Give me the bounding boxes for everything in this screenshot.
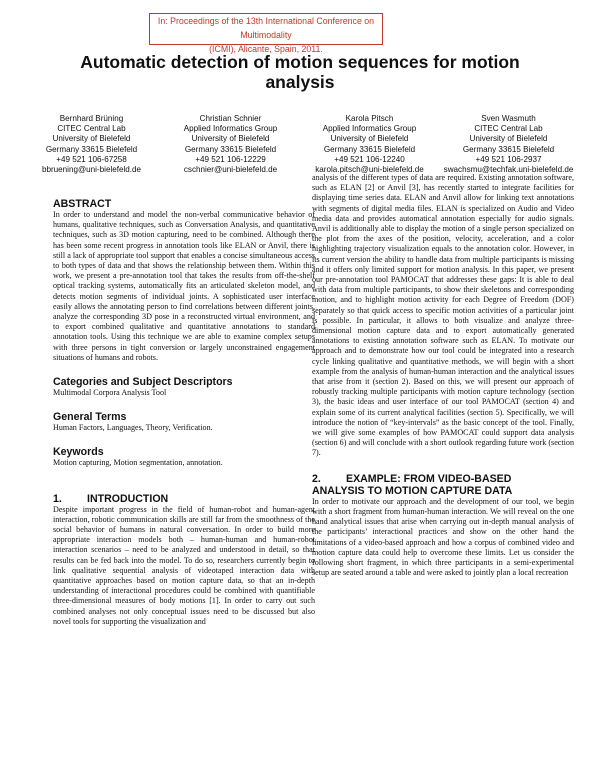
author-3 (300, 114, 439, 175)
banner-line-1: In: Proceedings of the 13th International Conference on Multimodality (157, 16, 375, 40)
author-1 (22, 114, 161, 175)
intro-number: 1. (53, 492, 62, 505)
banner-line-2: (ICMI), Alicante, Spain, 2011. (209, 44, 323, 54)
section-2-number: 2. (312, 472, 321, 485)
left-column (53, 198, 315, 627)
abstract-text: In order to understand and model the non-verbal communicative behavior of humans, qualitative techniques, such as Conversation Analysis, and quantitative techniques, such as 3D motion capturing, need to be combined. Although there has been some recent progress in annotation tools like ELAN or Anvil, there is still a lack of appropriate tool support that enables a concise simultaneous access to both types of data and that shows the relationship between them. Within this work, we present a pre-annotation tool that takes the results from off-the-shelf optical tracking systems, automatically fits an articulated skeleton model, and detects motion segments of individual joints. A sophisticated user interface easily allows the annotating person to find correlations between different joints, analyze the corresponding 3D pose in a reconstructed virtual environment, and to export combined qualitative and quantitative annotations to standard annotation tools. Using this technique we are able to examine complex setups with three persons in tight conversion or largely unconstrained engagement situations of humans and robots. (53, 210, 315, 362)
section-2-heading (312, 473, 574, 485)
author-org: University of Bielefeld (469, 134, 548, 144)
title-line-1: Automatic detection of motion sequences for motion (80, 52, 520, 72)
intro-title: INTRODUCTION (87, 492, 169, 505)
keywords-text: Motion capturing, Motion segmentation, annotation. (53, 458, 223, 468)
author-email: karola.pitsch@uni-bielefeld.de (315, 165, 424, 175)
author-address: Germany 33615 Bielefeld (184, 144, 277, 154)
author-name: Sven Wasmuth (481, 114, 536, 123)
author-phone: +49 521 106-2937 (475, 154, 542, 164)
section-2 (312, 473, 574, 579)
categories-text: Multimodal Corpora Analysis Tool (53, 388, 167, 398)
author-address: Germany 33615 Bielefeld (462, 144, 555, 154)
author-phone: +49 521 106-12240 (334, 154, 405, 164)
section-2-text: In order to motivate our approach and the development of our tool, we begin with a short fragment from human-human interaction. We will reveal on the one hand analytical issues that arise when carrying out in-depth manual analysis of the participants’ interactional practices and show on the other hand the limitations of a video-based approach and how a corpus of combined video and motion capture data could help to overcome these limits. Let us consider the following short fragment, in which three participants in a semi-experimental setup are seated around a table and were asked to jointly plan a local recreation (312, 496, 574, 578)
right-column-text: analysis of the different types of data are required. Existing annotation software, such as ELAN [2] or Anvil [3], has recently started to integrate facilities for displaying time series data. ELAN and Anvil allow for linking text annotations with segments of digital media files. ELAN is specialized on Audio and Video media data and provides automatical annotation especially for audio signals. Anvil is additionally able to display the motion of a single person specialized on the plot from the axes of the position, velocity, acceleration, and a color highlighting trajectory visualization equals to the annotation color. However, in its current version the ability to handle data from multiple participants is missing and it offers only limited support for motion analysis. In this paper, we present our pre-annotation tool PAMOCAT that addresses these gaps: It is able to deal with data from multiple participants, to show their skeletons and corresponding motion, and to highlight motion activity for each Degree of Freedom (DOF) separately so that quick access to specific motion activities of a particular joint is possible. In particular, it allows to both visualize and analyze three-dimensional motion capture data and to export automatically generated annotations to existing annotation software such as ELAN. To motivate our approach and to demonstrate how our tool could be integrated into a research cycle linking qualitative and quantitative methods, we will begin with a short example from the analysis of human-human interaction and the analytical issues that arise from it (section 2). Based on this, we will present our approach of robustly tracking multiple participants with motion capture technology (section 3), the basic ideas and user interface of our tool PAMOCAT (section 4) and explain some of its current analytical facilities (section 5). Specifically, we will introduce the notion of “key-intervals” as the basic concept of the tool. Finally, we will give some examples of how PAMOCAT could support data analysis (section 6) and will conclude with a short outlook regarding future work (section 7). (312, 173, 574, 458)
author-affiliation: Applied Informatics Group (322, 124, 417, 134)
author-email: bbruening@uni-bielefeld.de (41, 165, 142, 175)
author-phone: +49 521 106-12229 (195, 154, 266, 164)
author-affiliation: CITEC Central Lab (474, 124, 543, 134)
general-terms-heading: General Terms (53, 411, 127, 424)
section-2-title-line-1: EXAMPLE: FROM VIDEO-BASED (346, 472, 512, 485)
author-email: cschnier@uni-bielefeld.de (183, 165, 278, 175)
author-4 (439, 114, 578, 175)
author-org: University of Bielefeld (191, 134, 270, 144)
title-line-2: analysis (265, 72, 335, 92)
proceedings-banner (149, 13, 383, 54)
intro-heading (53, 493, 315, 505)
author-org: University of Bielefeld (52, 134, 131, 144)
author-name: Bernhard Brüning (59, 114, 124, 123)
general-terms-text: Human Factors, Languages, Theory, Verification. (53, 423, 213, 433)
author-block (22, 114, 578, 175)
right-column (312, 173, 574, 578)
author-address: Germany 33615 Bielefeld (45, 144, 138, 154)
author-phone: +49 521 106-67258 (56, 154, 127, 164)
abstract-heading: ABSTRACT (53, 198, 112, 210)
paper-title (40, 52, 560, 92)
section-2-title-line-2: ANALYSIS TO MOTION CAPTURE DATA (312, 484, 513, 497)
keywords-heading: Keywords (53, 446, 104, 459)
author-email: swachsmu@techfak.uni-bielefeld.de (443, 165, 574, 175)
author-org: University of Bielefeld (330, 134, 409, 144)
author-affiliation: Applied Informatics Group (183, 124, 278, 134)
author-affiliation: CITEC Central Lab (57, 124, 126, 134)
intro-text: Despite important progress in the field of human-robot and human-agent interaction, robotic communication skills are still far from the smoothness of the social behavior of humans in natural conversation. In order to build more appropriate interaction models both – human-human and human-robot interaction scenarios – need to be analyzed and understood in detail, so that results can be fed back into the model. To do so, researchers currently begin to link qualitative sequential analysis of videotaped interaction data with quantitative approaches based on motion capture data, so that an in-depth understanding of interactional procedures could be combined with quantifiable three-dimensional measures of body motions [1]. In order to carry out such combined analyses not only conceptual issues need to be discussed but also novel tools for supporting the visualization and (53, 504, 315, 626)
author-2 (161, 114, 300, 175)
author-name: Karola Pitsch (345, 114, 394, 123)
categories-heading: Categories and Subject Descriptors (53, 376, 233, 389)
author-name: Christian Schnier (199, 114, 262, 123)
author-address: Germany 33615 Bielefeld (323, 144, 416, 154)
